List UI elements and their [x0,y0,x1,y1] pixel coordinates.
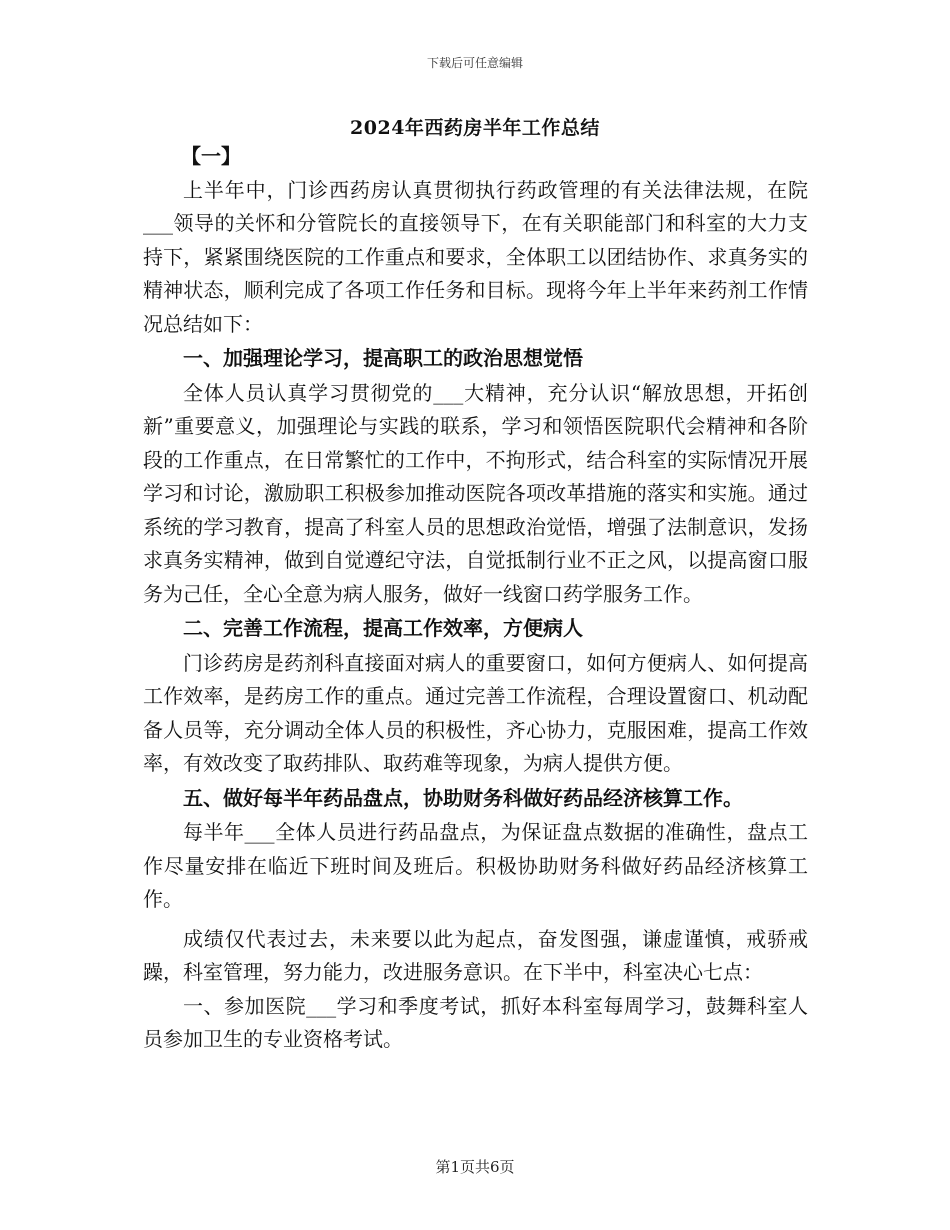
paragraph-theory-study: 全体人员认真学习贯彻党的___大精神，充分认识“解放思想，开拓创新”重要意义，加强理论与实践的联系，学习和领悟医院职代会精神和各阶段的工作重点，在日常繁忙的工作中，不拘形式，结合科室的实际情况开展学习和讨论，激励职工积极参加推动医院各项改革措施的落实和实施。通过系统的学习教育，提高了科室人员的思想政治觉悟，增强了法制意识，发扬求真务实精神，做到自觉遵纪守法，自觉抵制行业不正之风，以提高窗口服务为己任，全心全意为病人服务，做好一线窗口药学服务工作。 [143,380,808,606]
page-footer: 第1页共6页 [435,1158,515,1176]
paragraph-intro: 上半年中，门诊西药房认真贯彻执行药政管理的有关法律法规，在院___领导的关怀和分管院长的直接领导下，在有关职能部门和科室的大力支持下，紧紧围绕医院的工作重点和要求，全体职工以团结协作、求真务实的精神状态，顺利完成了各项工作任务和目标。现将今年上半年来药剂工作情况总结如下： [143,177,808,336]
heading-two: 二、完善工作流程，提高工作效率，方便病人 [183,616,583,640]
heading-one: 一、加强理论学习，提高职工的政治思想觉悟 [183,346,583,370]
paragraph-plan-one: 一、参加医院___学习和季度考试，抓好本科室每周学习，鼓舞科室人员参加卫生的专业资格考试。 [143,993,808,1051]
document-body [143,140,808,1057]
document-title: 2024年西药房半年工作总结 [350,117,600,139]
paragraph-outlook: 成绩仅代表过去，未来要以此为起点，奋发图强，谦虚谨慎，戒骄戒躁，科室管理，努力能力，改进服务意识。在下半中，科室决心七点： [143,926,808,984]
paragraph-inventory: 每半年___全体人员进行药品盘点，为保证盘点数据的准确性，盘点工作尽量安排在临近下班时间及班后。积极协助财务科做好药品经济核算工作。 [143,820,808,911]
section-marker: 【一】 [181,144,241,168]
paragraph-workflow: 门诊药房是药剂科直接面对病人的重要窗口，如何方便病人、如何提高工作效率，是药房工作的重点。通过完善工作流程，合理设置窗口、机动配备人员等，充分调动全体人员的积极性，齐心协力，克服困难，提高工作效率，有效改变了取药排队、取药难等现象，为病人提供方便。 [143,650,808,775]
heading-five: 五、做好每半年药品盘点，协助财务科做好药品经济核算工作。 [183,785,743,810]
header-note: 下载后可任意编辑 [426,56,523,70]
